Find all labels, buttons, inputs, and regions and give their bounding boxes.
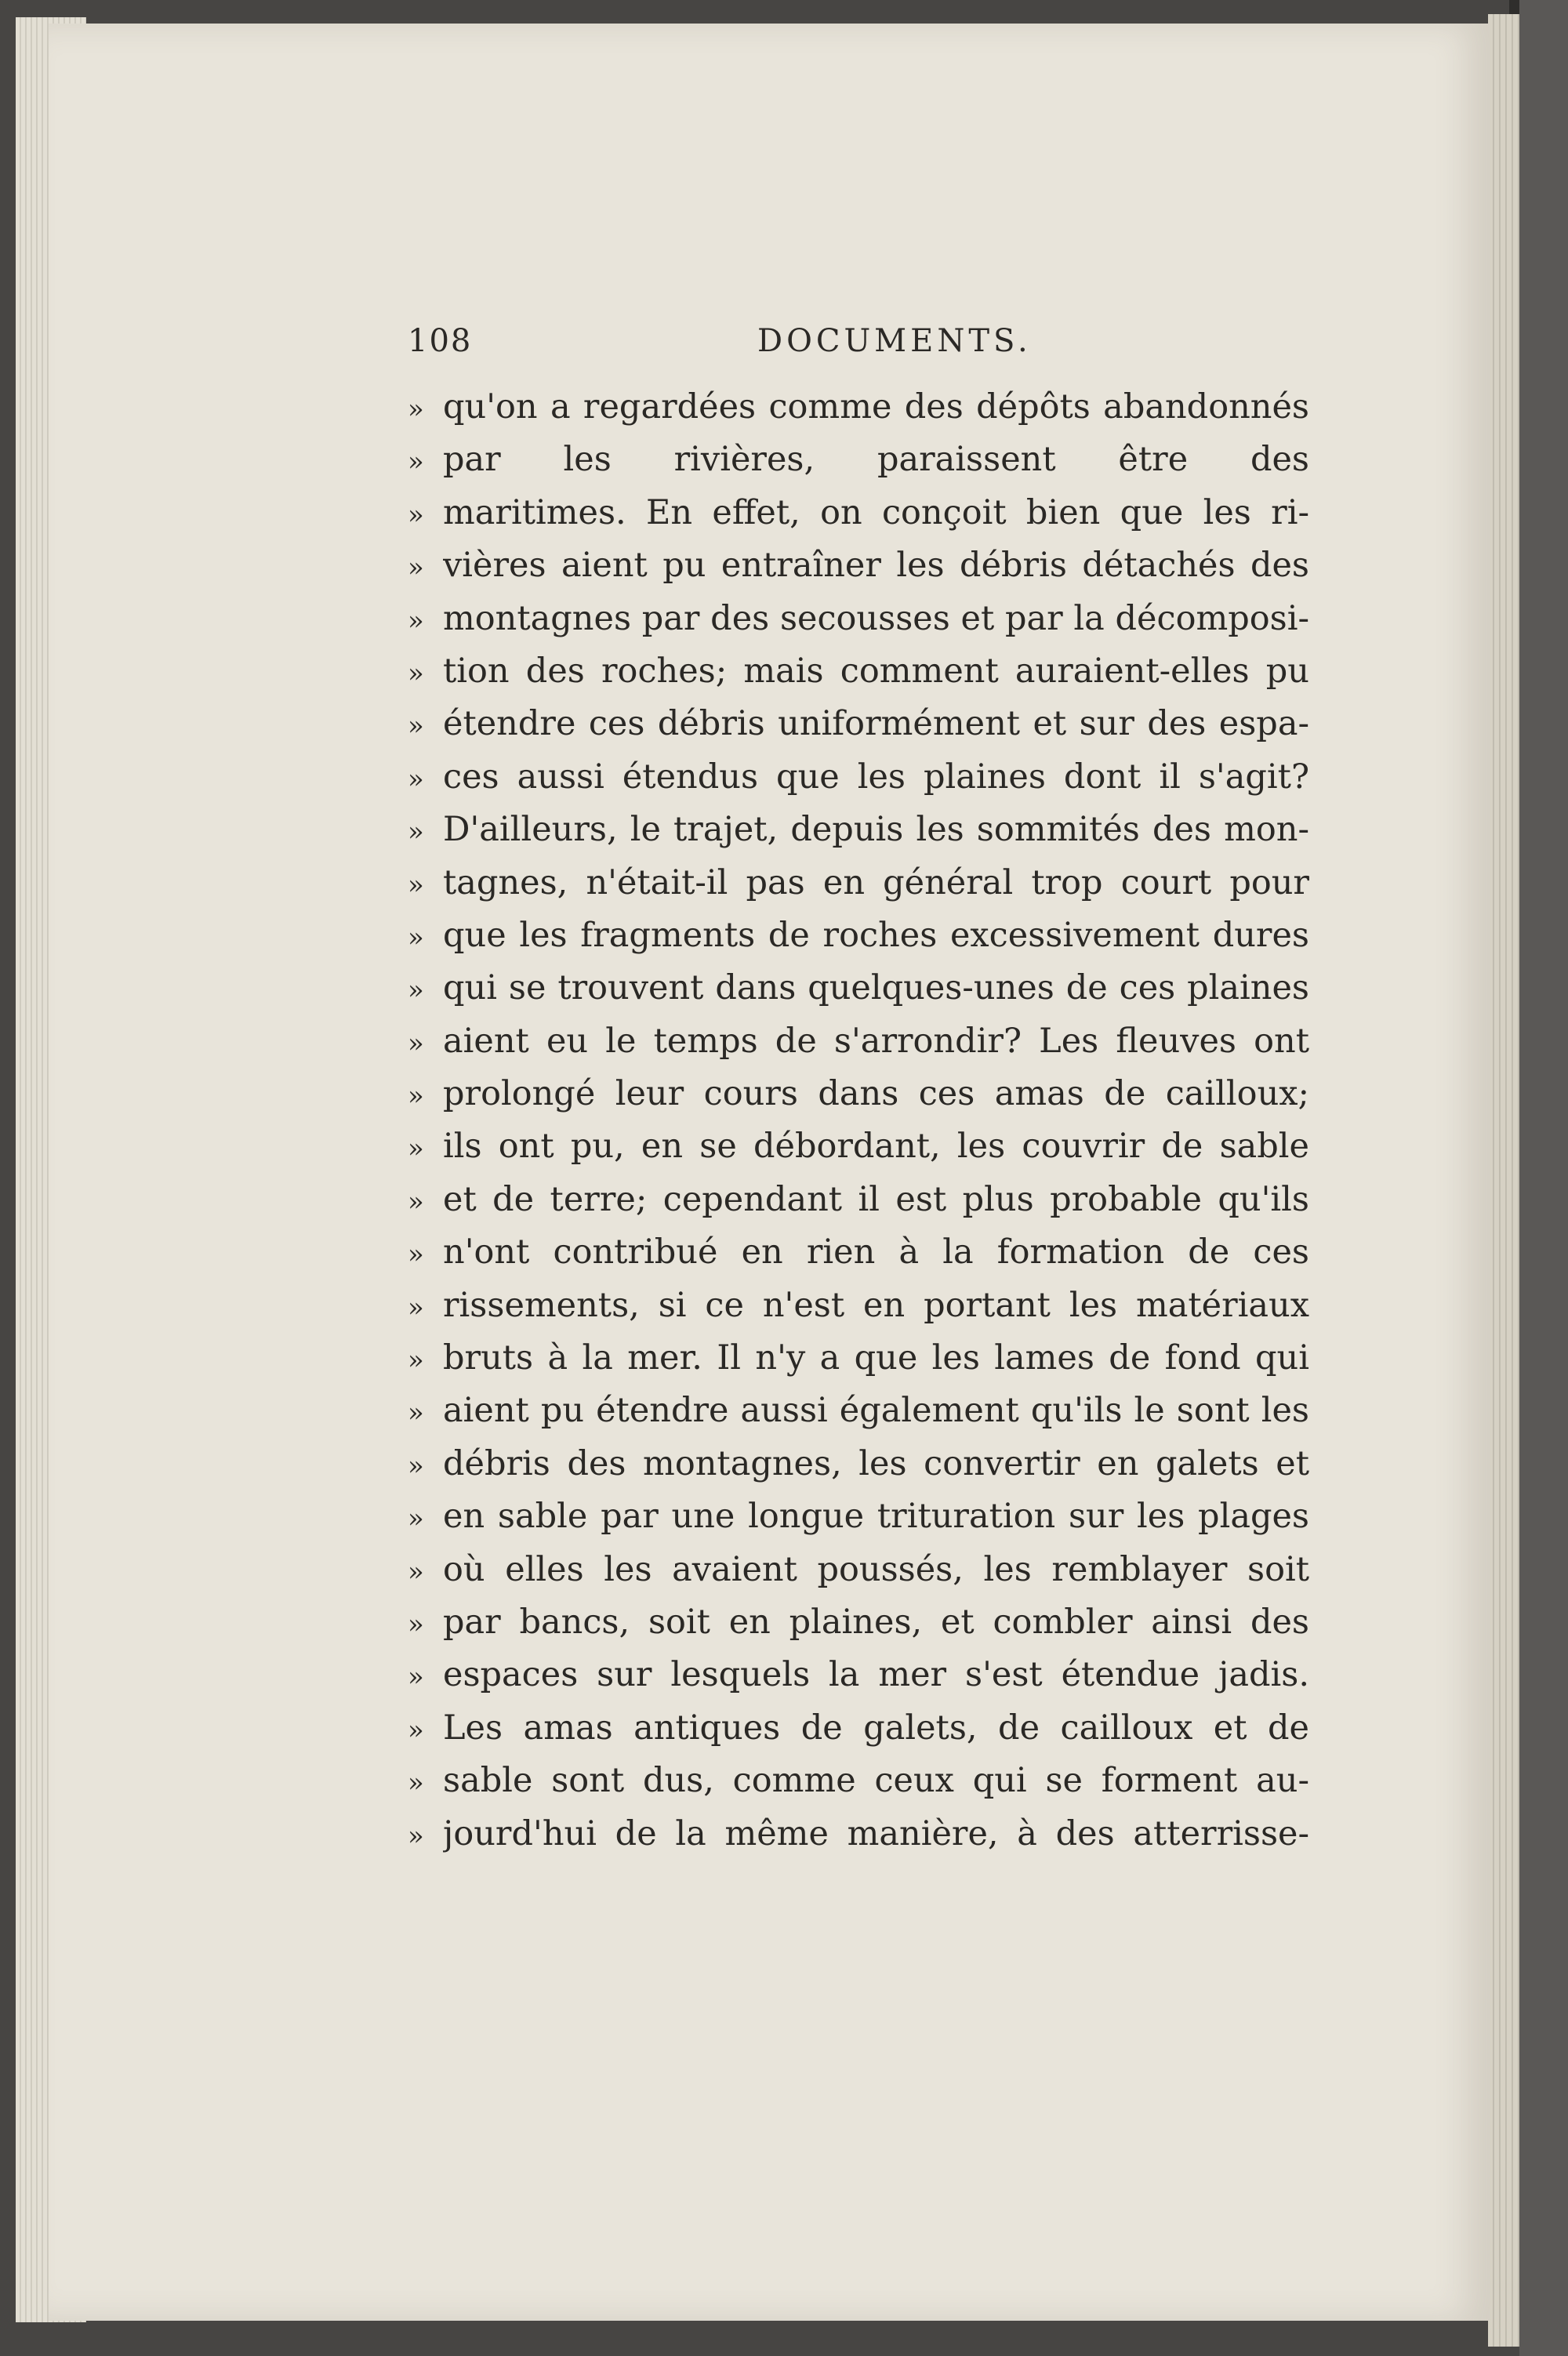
text-line [408,1280,1309,1332]
quotation-mark: » [408,1820,424,1852]
quotation-mark: » [408,1080,424,1113]
line-text: espaces sur lesquels la mer s'est étendue jadis. [443,1655,1309,1695]
line-text: étendre ces débris uniformément et sur des espa- [443,704,1309,744]
text-line [408,593,1309,645]
quotation-mark: » [408,1608,424,1640]
quotation-mark: » [408,1291,424,1323]
line-text: débris des montagnes, les convertir en galets et [443,1443,1309,1483]
text-line [408,381,1309,434]
text-line [408,1332,1309,1385]
text-line [408,1226,1309,1279]
text-line [408,645,1309,698]
text-line [408,1068,1309,1120]
quotation-mark: » [408,499,424,531]
text-line [408,1015,1309,1068]
text-line [408,487,1309,539]
text-line [408,1702,1309,1755]
text-line [408,1544,1309,1596]
quotation-mark: » [408,1239,424,1271]
text-line [408,1120,1309,1173]
line-text: maritimes. En effet, on conçoit bien que les ri- [443,492,1309,532]
page-header [408,323,1333,370]
text-line [408,1490,1309,1543]
line-text: que les fragments de roches excessivement dures [443,915,1309,955]
line-text: en sable par une longue trituration sur les plages [443,1497,1309,1537]
line-text: bruts à la mer. Il n'y a que les lames de fond qui [443,1338,1309,1378]
text-line [408,804,1309,856]
quotation-mark: » [408,1133,424,1165]
quotation-mark: » [408,1450,424,1482]
quotation-mark: » [408,604,424,637]
line-text: et de terre; cependant il est plus probable qu'ils [443,1179,1309,1219]
line-text: tion des roches; mais comment auraient-elles pu [443,651,1309,691]
text-line [408,1755,1309,1807]
text-line [408,751,1309,804]
quotation-mark: » [408,1503,424,1535]
quotation-mark: » [408,1397,424,1429]
quotation-mark: » [408,657,424,689]
line-text: prolongé leur cours dans ces amas de cailloux; [443,1074,1309,1114]
text-line [408,1649,1309,1701]
quotation-mark: » [408,921,424,953]
quotation-mark: » [408,869,424,901]
quotation-mark: » [408,1714,424,1746]
book-binding [1519,0,1568,2356]
line-text: aient eu le temps de s'arrondir? Les fleuves ont [443,1021,1309,1061]
quotation-mark: » [408,763,424,795]
text-line [408,962,1309,1015]
quotation-mark: » [408,1661,424,1693]
line-text: aient pu étendre aussi également qu'ils le sont les [443,1391,1309,1431]
line-text: n'ont contribué en rien à la formation de ces [443,1232,1309,1272]
text-line [408,909,1309,962]
text-line [408,1596,1309,1649]
quotation-mark: » [408,975,424,1007]
text-line [408,1438,1309,1490]
quotation-mark: » [408,1345,424,1377]
quotation-mark: » [408,552,424,584]
line-text: jourd'hui de la même manière, à des atterrisse- [443,1813,1309,1853]
quotation-mark: » [408,394,424,425]
text-line [408,857,1309,909]
line-text: ces aussi étendus que les plaines dont il s'agit? [443,757,1309,797]
running-head: DOCUMENTS. [757,323,1032,359]
line-text: par les rivières, paraissent être des [443,440,1309,480]
line-text: vières aient pu entraîner les débris détachés des [443,546,1309,586]
line-text: tagnes, n'était-il pas en général trop court pour [443,862,1309,902]
line-text: D'ailleurs, le trajet, depuis les sommités des mon- [443,810,1309,850]
quotation-mark: » [408,710,424,742]
next-page-edges [1488,14,1519,2347]
text-line [408,1808,1309,1860]
line-text: Les amas antiques de galets, de cailloux et de [443,1708,1309,1748]
line-text: sable sont dus, comme ceux qui se forment au- [443,1761,1309,1801]
page-number: 108 [408,323,473,359]
line-text: où elles les avaient poussés, les remblayer soit [443,1549,1309,1589]
text-line [408,434,1309,486]
quotation-mark: » [408,1185,424,1218]
line-text: qui se trouvent dans quelques-unes de ces plaines [443,968,1309,1008]
line-text: montagnes par des secousses et par la décomposi- [443,598,1309,638]
line-text: rissements, si ce n'est en portant les matériaux [443,1285,1309,1325]
line-text: ils ont pu, en se débordant, les couvrir de sable [443,1127,1309,1167]
quotation-mark: » [408,816,424,848]
text-line [408,698,1309,750]
line-text: qu'on a regardées comme des dépôts abandonnés [443,387,1309,427]
quotation-mark: » [408,1767,424,1799]
quotation-mark: » [408,446,424,478]
text-line [408,539,1309,592]
quotation-mark: » [408,1027,424,1059]
line-text: par bancs, soit en plaines, et combler ainsi des [443,1602,1309,1642]
body-text [408,381,1309,1860]
text-line [408,1174,1309,1226]
quotation-mark: » [408,1556,424,1588]
text-line [408,1385,1309,1437]
